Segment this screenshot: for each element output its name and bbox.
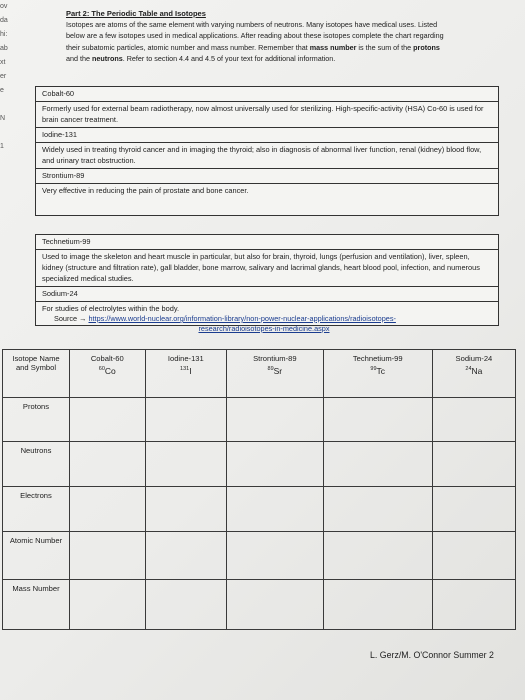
isotope-info-sodium (35, 286, 499, 301)
answer-cell[interactable] (70, 442, 146, 487)
isotope-desc-iodine (35, 142, 499, 168)
row-label: Mass Number (3, 580, 70, 630)
table-row-neutrons (3, 442, 516, 487)
info-group-2 (35, 234, 499, 326)
edge-spacer (0, 98, 14, 112)
answer-cell[interactable] (432, 532, 515, 580)
answer-cell[interactable] (145, 398, 226, 442)
answer-cell[interactable] (432, 580, 515, 630)
isotope-name: Technetium-99 (42, 237, 91, 246)
edge-text: da (0, 17, 8, 24)
answer-cell[interactable] (70, 580, 146, 630)
answer-cell[interactable] (323, 580, 432, 630)
edge-text: e (0, 87, 4, 94)
isotope-symbol: $^{131}$I (180, 366, 192, 376)
answer-cell[interactable] (432, 487, 515, 532)
instruction-line: their subatomic particles, atomic number and mass number. Remember that mass number is the sum of the protons (66, 42, 440, 52)
author-footer: L. Gerz/M. O'Connor Summer 2 (370, 650, 494, 660)
instruction-line: and the neutrons. Refer to section 4.4 and 4.5 of your text for additional information. (66, 53, 336, 63)
isotope-description: For studies of electrolytes within the body. (42, 304, 180, 313)
edge-text: xt (0, 59, 6, 66)
isotope-name: Strontium-89 (42, 171, 85, 180)
edge-text: ab (0, 45, 8, 52)
isotope-description: Used to image the skeleton and heart muscle in particular, but also for brain, thyroid, lungs (perfusion and ventilation), liver, spleen, kidney (structure and filtration rate), gall bladder, bone marrow, salivary and lacrimal glands, heart blood pool, infection, and numerous specialized medical studies. (42, 252, 480, 283)
isotope-symbol: $^{24}$Na (465, 366, 483, 376)
isotope-info-technetium (35, 234, 499, 249)
table-row-protons (3, 398, 516, 442)
isotope-name: Cobalt-60 (42, 89, 75, 98)
answer-cell[interactable] (432, 442, 515, 487)
isotope-description: Formerly used for external beam radiotherapy, now almost universally used for sterilizing. High-specific-activity (HSA) Co-60 is used for brain cancer treatment. (42, 104, 484, 124)
isotope-info-boxes (35, 86, 499, 326)
answer-cell[interactable] (227, 398, 324, 442)
answer-cell[interactable] (323, 532, 432, 580)
answer-cell[interactable] (227, 487, 324, 532)
edge-text: N (0, 115, 6, 122)
row-label: Neutrons (3, 442, 70, 487)
answer-cell[interactable] (145, 487, 226, 532)
source-link-continued[interactable]: research/radioisotopes-in-medicine.aspx (198, 324, 330, 333)
row-label: Electrons (3, 487, 70, 532)
header-row (3, 350, 516, 398)
isotope-desc-cobalt (35, 101, 499, 127)
column-technetium: Technetium-99 $^{99}$Tc (323, 350, 432, 398)
source-link[interactable]: https://www.world-nuclear.org/information-library/non-power-nuclear-applications/radioisotopes- (88, 314, 396, 323)
column-cobalt: Cobalt-60 $^{60}$Co (70, 350, 146, 398)
edge-text: er (0, 73, 7, 80)
answer-cell[interactable] (227, 580, 324, 630)
answer-cell[interactable] (70, 487, 146, 532)
row-label-isotope: Isotope Name and Symbol (3, 350, 70, 398)
edge-text: hi: (0, 31, 8, 38)
table-row-atomic-number (3, 532, 516, 580)
column-sodium: Sodium-24 $^{24}$Na (432, 350, 515, 398)
answer-cell[interactable] (323, 398, 432, 442)
isotope-symbol: $^{60}$Co (98, 366, 116, 376)
answer-cell[interactable] (145, 580, 226, 630)
adjacent-page-edge (0, 0, 14, 190)
row-label: Atomic Number (3, 532, 70, 580)
isotope-desc-strontium (35, 183, 499, 216)
edge-text: ov (0, 3, 8, 10)
answer-cell[interactable] (227, 532, 324, 580)
answer-cell[interactable] (227, 442, 324, 487)
table-row-mass-number (3, 580, 516, 630)
isotope-description: Very effective in reducing the pain of prostate and bone cancer. (42, 186, 249, 195)
source-citation (54, 314, 514, 334)
isotope-symbol: $^{89}$Sr (267, 366, 283, 376)
column-strontium: Strontium-89 $^{89}$Sr (227, 350, 324, 398)
source-label: Source → (54, 314, 89, 323)
isotope-symbol: $^{99}$Tc (370, 366, 386, 376)
info-group-1 (35, 86, 499, 216)
isotope-name: Iodine-131 (42, 130, 77, 139)
isotope-info-iodine (35, 127, 499, 142)
spacer (35, 216, 499, 234)
instruction-line: Isotopes are atoms of the same element with varying numbers of neutrons. Many isotopes have medical uses. Listed (66, 20, 438, 30)
instructions (66, 8, 506, 64)
answer-cell[interactable] (323, 487, 432, 532)
isotope-name: Sodium-24 (42, 289, 78, 298)
isotope-info-cobalt (35, 86, 499, 101)
row-label: Protons (3, 398, 70, 442)
table-row-electrons (3, 487, 516, 532)
edge-text: 1 (0, 143, 4, 150)
answer-cell[interactable] (323, 442, 432, 487)
instruction-line: below are a few isotopes used in medical applications. After reading about these isotopes complete the chart regarding (66, 31, 444, 41)
answer-cell[interactable] (70, 398, 146, 442)
answer-cell[interactable] (145, 532, 226, 580)
isotope-chart (2, 349, 516, 630)
isotope-description: Widely used in treating thyroid cancer and in imaging the thyroid; also in diagnosis of abnormal liver function, renal (kidney) blood flow, and urinary tract obstruction. (42, 145, 482, 165)
answer-cell[interactable] (432, 398, 515, 442)
isotope-desc-technetium (35, 249, 499, 286)
edge-spacer (0, 126, 14, 140)
isotope-info-strontium (35, 168, 499, 183)
column-iodine: Iodine-131 $^{131}$I (145, 350, 226, 398)
answer-cell[interactable] (70, 532, 146, 580)
answer-cell[interactable] (145, 442, 226, 487)
section-title: Part 2: The Periodic Table and Isotopes (66, 9, 206, 18)
